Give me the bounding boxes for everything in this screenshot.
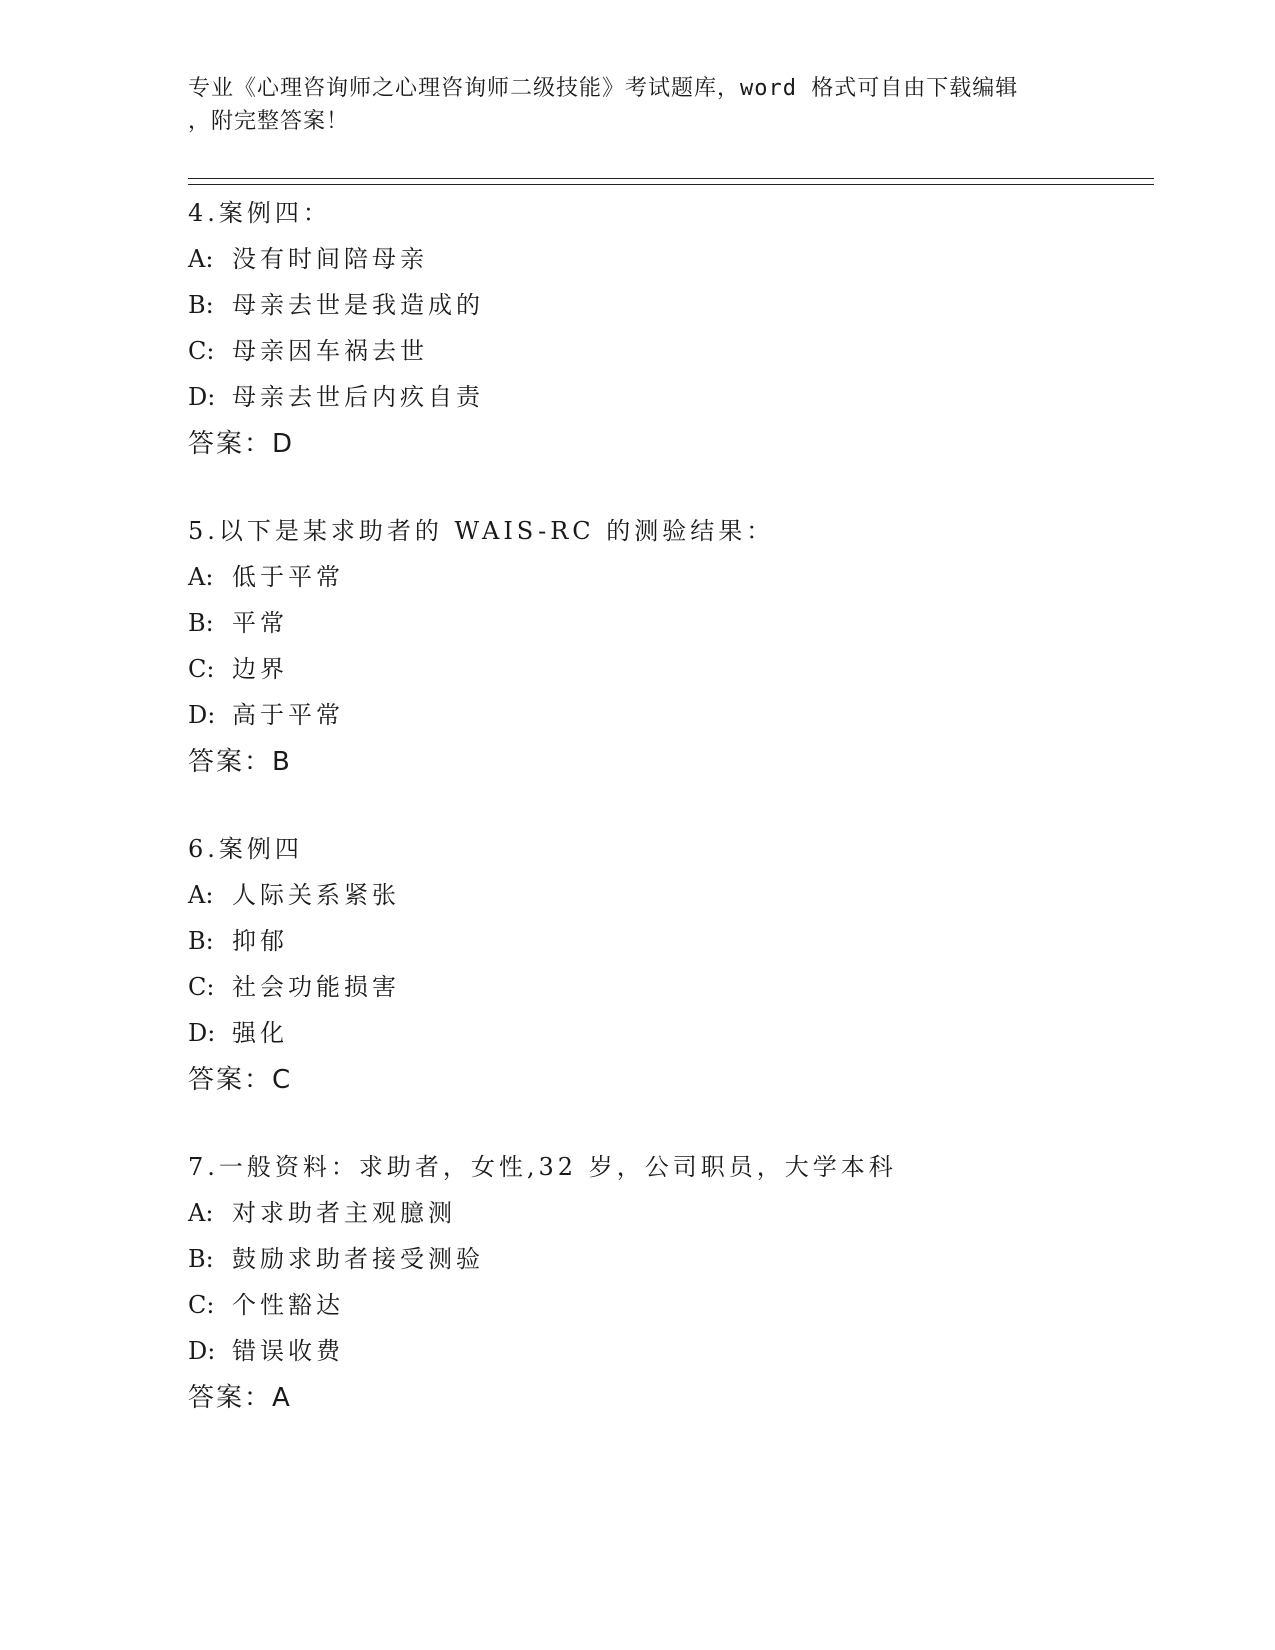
option-letter: A: xyxy=(188,245,214,273)
option-d xyxy=(188,692,1148,738)
option-a xyxy=(188,872,1148,918)
answer-line: 答案：A xyxy=(188,1383,292,1413)
option-text: 母亲因车祸去世 xyxy=(232,337,428,365)
option-b xyxy=(188,600,1148,646)
question-5 xyxy=(188,508,1148,786)
question-stem: 5.以下是某求助者的 WAIS-RC 的测验结果： xyxy=(188,517,775,545)
option-c xyxy=(188,1282,1148,1328)
option-text: 边界 xyxy=(232,655,288,683)
option-letter: C: xyxy=(188,655,215,683)
option-text: 母亲去世是我造成的 xyxy=(232,291,484,319)
option-text: 低于平常 xyxy=(232,563,344,591)
header-line-2: ，附完整答案！ xyxy=(188,109,350,134)
option-a xyxy=(188,554,1148,600)
option-text: 对求助者主观臆测 xyxy=(232,1199,456,1227)
option-text: 抑郁 xyxy=(232,927,288,955)
question-list xyxy=(188,190,1148,1462)
question-stem: 4.案例四： xyxy=(188,199,331,227)
option-c xyxy=(188,964,1148,1010)
option-letter: C: xyxy=(188,337,215,365)
option-letter: B: xyxy=(188,1245,214,1273)
option-letter: B: xyxy=(188,291,214,319)
header-divider-top xyxy=(188,178,1154,179)
question-stem: 7.一般资料：求助者，女性,32 岁，公司职员，大学本科 xyxy=(188,1153,897,1181)
question-4 xyxy=(188,190,1148,468)
answer-line: 答案：D xyxy=(188,429,295,459)
option-d xyxy=(188,374,1148,420)
option-text: 人际关系紧张 xyxy=(232,881,400,909)
option-a xyxy=(188,1190,1148,1236)
option-text: 母亲去世后内疚自责 xyxy=(232,383,484,411)
option-letter: D: xyxy=(188,383,216,411)
header-divider-bottom xyxy=(188,184,1154,185)
option-text: 鼓励求助者接受测验 xyxy=(232,1245,484,1273)
option-c xyxy=(188,646,1148,692)
option-d xyxy=(188,1328,1148,1374)
answer-line: 答案：C xyxy=(188,1065,293,1095)
question-7 xyxy=(188,1144,1148,1422)
option-text: 没有时间陪母亲 xyxy=(232,245,428,273)
option-b xyxy=(188,282,1148,328)
option-text: 社会功能损害 xyxy=(232,973,400,1001)
option-letter: B: xyxy=(188,927,214,955)
option-b xyxy=(188,1236,1148,1282)
option-letter: B: xyxy=(188,609,214,637)
option-a xyxy=(188,236,1148,282)
option-text: 错误收费 xyxy=(232,1337,344,1365)
option-letter: D: xyxy=(188,1337,216,1365)
header-line-1: 专业《心理咨询师之心理咨询师二级技能》考试题库，word 格式可自由下载编辑 xyxy=(188,76,1019,101)
option-letter: A: xyxy=(188,881,214,909)
option-letter: C: xyxy=(188,1291,215,1319)
option-b xyxy=(188,918,1148,964)
option-text: 平常 xyxy=(232,609,288,637)
option-letter: C: xyxy=(188,973,215,1001)
question-stem: 6.案例四 xyxy=(188,835,303,863)
question-6 xyxy=(188,826,1148,1104)
option-letter: A: xyxy=(188,1199,214,1227)
option-text: 个性豁达 xyxy=(232,1291,344,1319)
option-d xyxy=(188,1010,1148,1056)
document-header xyxy=(188,72,1068,138)
option-letter: D: xyxy=(188,701,216,729)
option-letter: A: xyxy=(188,563,214,591)
option-c xyxy=(188,328,1148,374)
answer-line: 答案：B xyxy=(188,747,292,777)
option-text: 高于平常 xyxy=(232,701,344,729)
option-letter: D: xyxy=(188,1019,216,1047)
option-text: 强化 xyxy=(232,1019,288,1047)
